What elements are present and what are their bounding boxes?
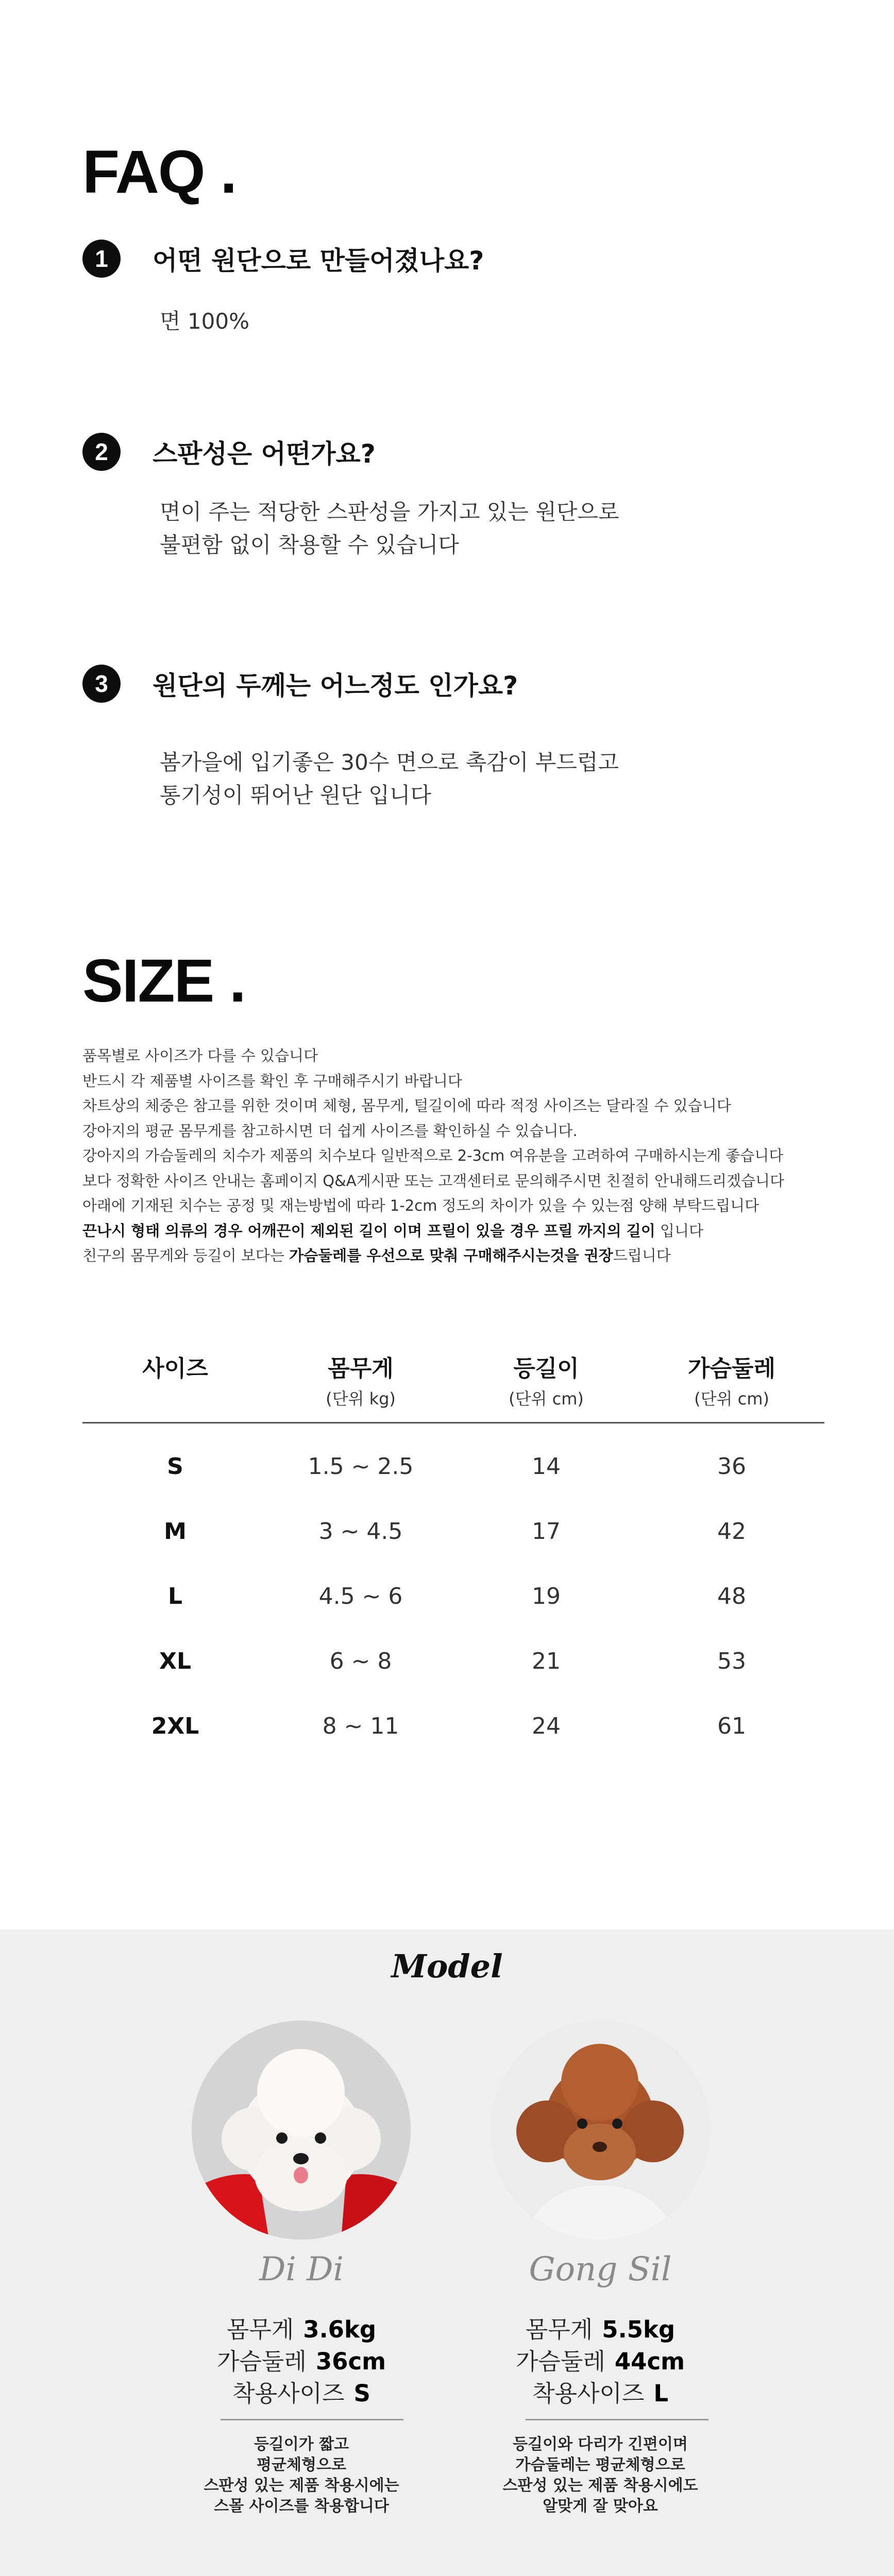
size-note-chest-bold: 가슴둘레를 우선으로 맞춰 구매해주시는것을 권장 [289,1247,613,1264]
table-row [82,1499,824,1564]
cell-weight: 6 ~ 8 [329,1648,392,1674]
spec-value: 44cm [614,2348,685,2375]
spec-label: 몸무게 [525,2316,593,2343]
size-note-strap-suffix: 입니다 [655,1222,704,1240]
desc-line: 스판성 있는 제품 착용시에도 [502,2477,698,2495]
size-note-strap [82,1218,814,1244]
header-unit: (단위 cm) [509,1389,584,1409]
faq-title: FAQ . [82,138,237,206]
model-name: Gong Sil [529,2250,672,2289]
model-name: Di Di [259,2250,344,2289]
header-label: 몸무게 [328,1355,394,1382]
cell-chest: 42 [717,1518,746,1545]
cell-back-length: 24 [532,1713,561,1739]
divider [221,2419,403,2420]
faq-question-text: 어떤 원단으로 만들어졌나요? [153,246,484,276]
header-back-length [453,1350,639,1422]
header-label: 등길이 [513,1355,579,1382]
size-note: 강아지의 가슴둘레의 치수가 제품의 치수보다 일반적으로 2-3cm 여유분을 고려하여 구매하시는게 좋습니다 [82,1147,784,1164]
size-note: 보다 정확한 사이즈 안내는 홈페이지 Q&A게시판 또는 고객센터로 문의해주시면 친절히 안내해드리겠습니다 [82,1172,785,1190]
spec-label: 몸무게 [226,2316,294,2343]
cell-back-length: 14 [532,1453,561,1480]
spec-label: 착용사이즈 [532,2380,645,2407]
divider [526,2419,709,2420]
size-title: SIZE . [82,947,245,1015]
size-note: 강아지의 평균 몸무게를 참고하시면 더 쉽게 사이즈를 확인하실 수 있습니다. [82,1122,578,1140]
size-note: 아래에 기재된 치수는 공정 및 재는방법에 따라 1-2cm 정도의 차이가 있을 수 있는점 양해 부탁드립니다 [82,1197,760,1214]
spec-value: 5.5kg [602,2316,676,2343]
header-size [82,1350,268,1422]
faq-question-3 [82,665,518,703]
model-weight [471,2311,729,2344]
header-chest [639,1350,824,1422]
desc-line: 등길이가 짧고 [254,2435,349,2453]
desc-line: 평균체형으로 [257,2456,346,2474]
cell-weight: 3 ~ 4.5 [318,1518,403,1545]
number-badge-2: 2 [82,433,121,471]
header-label: 사이즈 [142,1355,208,1382]
spec-label: 가슴둘레 [216,2348,307,2375]
spec-value: 36cm [315,2348,386,2375]
cell-back-length: 17 [532,1518,561,1545]
size-note-chest-suffix: 드립니다 [613,1247,671,1264]
cell-size: M [164,1518,187,1545]
number-badge-3: 3 [82,665,121,703]
cell-size: S [167,1453,183,1480]
answer-line: 통기성이 뛰어난 원단 입니다 [160,783,431,808]
faq-question-text: 원단의 두께는 어느정도 인가요? [153,671,518,701]
desc-line: 알맞게 잘 맞아요 [543,2497,658,2515]
table-row [82,1564,824,1629]
model-section [0,1929,894,2576]
faq-answer-3 [160,746,619,812]
size-note-chest [82,1243,814,1268]
cell-chest: 48 [717,1583,746,1609]
model-size [173,2375,430,2408]
header-unit: (단위 cm) [694,1389,769,1409]
faq-question-text: 스판성은 어떤가요? [153,439,376,469]
desc-line: 등길이와 다리가 긴편이며 [513,2435,688,2453]
size-notes [82,1043,814,1268]
model-chest [173,2343,430,2376]
cell-back-length: 21 [532,1648,561,1674]
table-row [82,1693,824,1758]
faq-question-2 [82,433,376,471]
model-size [471,2375,729,2408]
size-table [82,1350,824,1758]
header-weight [268,1350,453,1422]
brown-poodle-image [491,2021,710,2240]
answer-line: 면 100% [160,309,249,334]
size-note: 품목별로 사이즈가 다를 수 있습니다 [82,1047,318,1064]
table-body [82,1423,824,1758]
cell-back-length: 19 [532,1583,561,1609]
size-note: 반드시 각 제품별 사이즈를 확인 후 구매해주시기 바랍니다 [82,1072,462,1090]
cell-weight: 8 ~ 11 [322,1713,399,1739]
faq-question-1 [82,240,484,278]
spec-label: 착용사이즈 [232,2380,345,2407]
desc-line: 가슴둘레는 평균체형으로 [515,2456,685,2474]
table-header [82,1350,824,1423]
answer-line: 면이 주는 적당한 스판성을 가지고 있는 원단으로 [160,499,619,524]
cell-size: L [167,1583,183,1609]
cell-chest: 36 [717,1453,746,1480]
desc-line: 스판성 있는 제품 착용시에는 [204,2477,399,2495]
header-unit: (단위 kg) [326,1389,396,1409]
faq-answer-1 [160,305,249,338]
model-photo-didi [192,2021,411,2240]
cell-size: 2XL [151,1713,199,1739]
size-note-chest-prefix: 친구의 몸무게와 등길이 보다는 [82,1247,290,1264]
cell-chest: 61 [717,1713,746,1739]
cell-weight: 4.5 ~ 6 [318,1583,403,1609]
model-description [471,2434,729,2517]
size-note-strap-bold: 끈나시 형태 의류의 경우 어깨끈이 제외된 길이 이며 프릴이 있을 경우 프릴 까지의 길이 [82,1222,655,1240]
cell-weight: 1.5 ~ 2.5 [308,1453,414,1480]
model-title: Model [391,1947,503,1985]
size-note: 차트상의 체중은 참고를 위한 것이며 체형, 몸무게, 털길이에 따라 적정 사이즈는 달라질 수 있습니다 [82,1097,731,1114]
spec-value: S [353,2380,370,2407]
model-weight [173,2311,430,2344]
spec-value: L [653,2380,669,2407]
table-row [82,1629,824,1693]
model-description [173,2434,430,2517]
model-chest [471,2343,729,2376]
white-poodle-image [192,2021,411,2240]
desc-line: 스몰 사이즈를 착용합니다 [214,2497,389,2515]
header-label: 가슴둘레 [687,1355,775,1382]
number-badge-1: 1 [82,240,121,278]
answer-line: 불편함 없이 착용할 수 있습니다 [160,532,459,557]
faq-answer-2 [160,496,619,562]
answer-line: 봄가을에 입기좋은 30수 면으로 촉감이 부드럽고 [160,750,619,775]
model-photo-gongsil [491,2021,710,2240]
spec-value: 3.6kg [303,2316,377,2343]
cell-size: XL [159,1648,191,1674]
cell-chest: 53 [717,1648,746,1674]
table-row [82,1434,824,1499]
spec-label: 가슴둘레 [515,2348,605,2375]
